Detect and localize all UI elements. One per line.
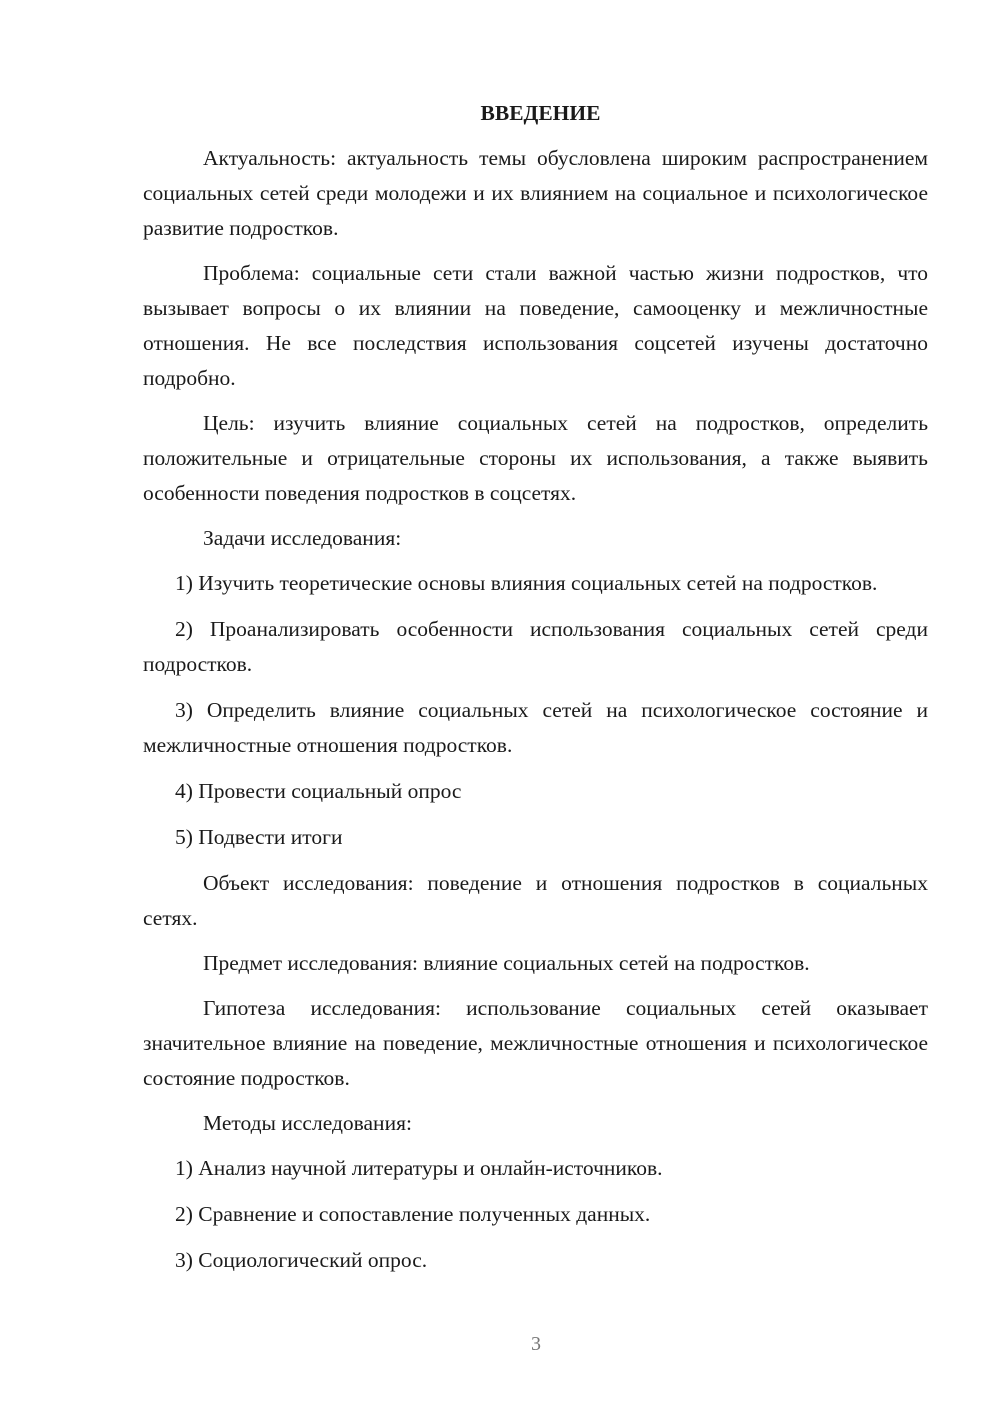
paragraph-relevance: Актуальность: актуальность темы обусловлена широким распространением социальных сетей среди молодежи и их влиянием на социальное и психологическое развитие подростков.	[143, 146, 928, 240]
paragraph-subject: Предмет исследования: влияние социальных сетей на подростков.	[203, 951, 810, 975]
page-number: 3	[531, 1333, 541, 1355]
list-item: 5) Подвести итоги	[175, 825, 343, 849]
paragraph-problem: Проблема: социальные сети стали важной частью жизни подростков, что вызывает вопросы о их влиянии на поведение, самооценку и межличностные отношения. Не все последствия использования соцсетей изучены достаточно подробно.	[143, 261, 928, 390]
methods-list	[143, 1151, 928, 1278]
list-item: 2) Проанализировать особенности использования социальных сетей среди подростков.	[143, 617, 928, 676]
paragraph-goal: Цель: изучить влияние социальных сетей на подростков, определить положительные и отрицательные стороны их использования, а также выявить особенности поведения подростков в соцсетях.	[143, 411, 928, 505]
document-page	[143, 96, 928, 1289]
paragraph-hypothesis: Гипотеза исследования: использование социальных сетей оказывает значительное влияние на поведение, межличностные отношения и психологическое состояние подростков.	[143, 996, 928, 1090]
tasks-heading: Задачи исследования:	[203, 526, 402, 550]
page-title: ВВЕДЕНИЕ	[480, 101, 601, 125]
list-item: 1) Анализ научной литературы и онлайн-источников.	[175, 1156, 663, 1180]
list-item: 3) Определить влияние социальных сетей на психологическое состояние и межличностные отношения подростков.	[143, 698, 928, 757]
list-item: 1) Изучить теоретические основы влияния социальных сетей на подростков.	[175, 571, 878, 595]
list-item: 3) Социологический опрос.	[175, 1248, 428, 1272]
list-item: 2) Сравнение и сопоставление полученных данных.	[175, 1202, 651, 1226]
methods-heading: Методы исследования:	[203, 1111, 412, 1135]
paragraph-object: Объект исследования: поведение и отношения подростков в социальных сетях.	[143, 871, 928, 930]
tasks-list	[143, 566, 928, 855]
list-item: 4) Провести социальный опрос	[175, 779, 462, 803]
